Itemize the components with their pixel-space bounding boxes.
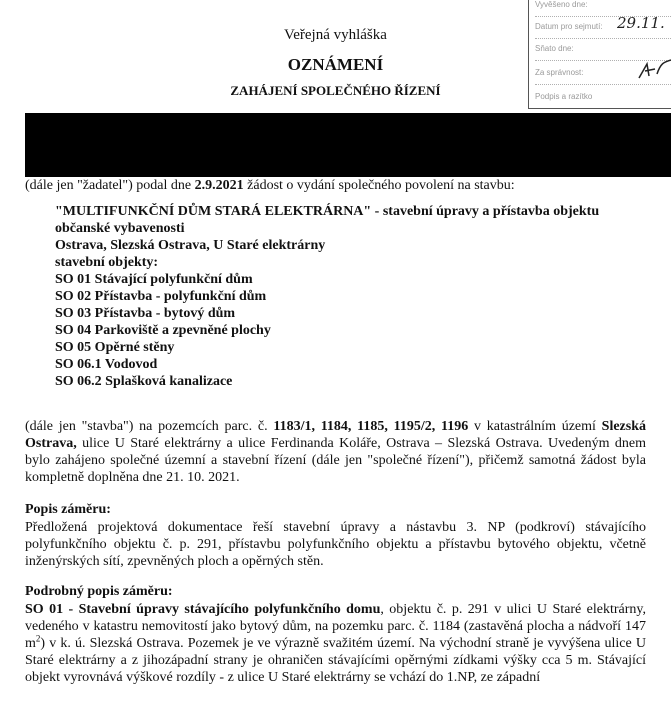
intro-suffix: žádost o vydání společného povolení na stavbu:	[243, 178, 515, 193]
stamp-posted-label: Vyvěšeno dne:	[535, 0, 671, 17]
page-title: OZNÁMENÍ	[287, 55, 384, 74]
redaction-block	[25, 113, 671, 177]
so01-label: SO 01 - Stavební úpravy stávajícího polyfunkčního domu	[25, 602, 381, 617]
description-paragraph: Předložená projektová dokumentace řeší stavební úpravy a nástavbu 3. NP (podkroví) stávajícího polyfunkčního objektu č. p. 291, přístavbu polyfunkčního objektu a přístavbu bytového objektu, včetně inženýrských sítí, zpevněných ploch a opěrných stěn.	[25, 520, 646, 569]
intro-paragraph	[25, 177, 646, 194]
stamp-taken-label: Sňato dne:	[535, 44, 671, 61]
object-item: SO 04 Parkoviště a zpevněné plochy	[55, 323, 271, 338]
construction-paragraph	[25, 418, 646, 486]
stamp-removal-label: Datum pro sejmutí:	[535, 22, 603, 31]
stamp-removal-date: 29.11.	[617, 14, 665, 32]
project-name: "MULTIFUNKČNÍ DŮM STARÁ ELEKTRÁRNA" - stavební úpravy a přístavba objektu	[55, 204, 600, 219]
construction-text-3: ulice U Staré elektrárny a ulice Ferdinanda Koláře, Ostrava – Slezská Ostrava. Uvedeným dnem bylo zahájeno společné územní a stavební řízení (dále jen "společné řízení"), přičemž samotná žádost byla kompletně doplněna dne 21. 10. 2021.	[25, 436, 646, 485]
object-item: SO 06.1 Vodovod	[55, 357, 158, 372]
intro-prefix: (dále jen "žadatel") podal dne	[25, 178, 195, 193]
objects-label: stavební objekty:	[55, 255, 159, 270]
object-item: SO 03 Přístavba - bytový dům	[55, 306, 236, 321]
object-item: SO 05 Opěrné stěny	[55, 340, 175, 355]
project-location: Ostrava, Slezská Ostrava, U Staré elektrárny	[55, 238, 326, 253]
stamp-sign-label: Podpis a razítko	[535, 92, 593, 101]
page-subtitle: ZAHÁJENÍ SPOLEČNÉHO ŘÍZENÍ	[230, 83, 441, 98]
notice-type: Veřejná vyhláška	[284, 27, 387, 43]
detailed-description-paragraph	[25, 601, 646, 686]
cadastral-area: Slezská Ostrava,	[25, 419, 647, 451]
construction-text-1: (dále jen "stavba") na pozemcích parc. č.	[25, 419, 274, 434]
object-item: SO 01 Stávající polyfunkční dům	[55, 272, 253, 287]
construction-text-2: v katastrálním území	[468, 419, 602, 434]
application-date: 2.9.2021	[194, 178, 244, 193]
object-item: SO 06.2 Splašková kanalizace	[55, 374, 233, 389]
area-unit-superscript: 2	[35, 633, 41, 644]
project-block	[55, 203, 645, 390]
stamp-correctness-label: Za správnost:	[535, 68, 584, 77]
detailed-description-heading: Podrobný popis záměru:	[25, 584, 173, 599]
project-name-cont: občanské vybavenosti	[55, 221, 185, 236]
parcel-numbers: 1183/1, 1184, 1185, 1195/2, 1196	[273, 419, 469, 434]
description-heading: Popis záměru:	[25, 502, 111, 517]
object-item: SO 02 Přístavba - polyfunkční dům	[55, 289, 267, 304]
detail-text-1: , objektu č. p. 291 v ulici U Staré elektrárny, vedeného v katastru nemovitostí jako bytový dům, na pozemku parc. č. 1184 (zastavěná plocha a nádvoří 147 m	[25, 602, 646, 651]
detail-text-2: ) v k. ú. Slezská Ostrava. Pozemek je ve výrazně svažitém území. Na východní straně je vyvýšena ulice U Staré elektrárny a z jihozápadní strany je ohraničen stávajícími opěrnými zídkami výšky cca 5 m. Stávající objekt vyrovnává výškové rozdíly - z ulice U Staré elektrárny se vchází do 1.NP, ze západní	[25, 636, 646, 685]
